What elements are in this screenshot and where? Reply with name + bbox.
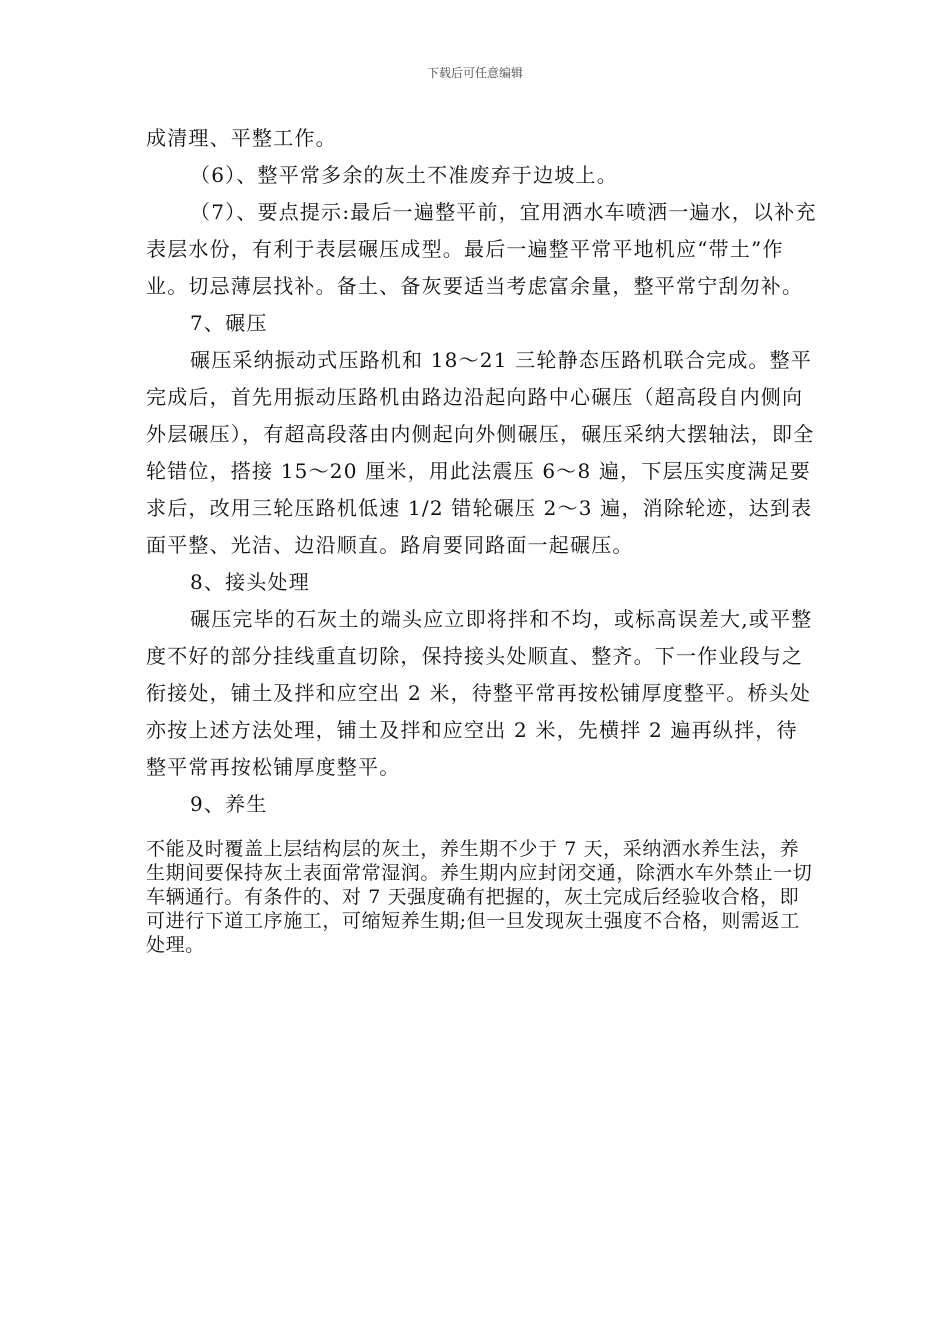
- section-heading-9: 9、养生: [190, 792, 268, 816]
- paragraph-item-7: （7）、要点提示:最后一遍整平前，宜用洒水车喷洒一遍水，以补充表层水份，有利于表层碾压成型。最后一遍整平常平地机应“带土”作业。切忌薄层找补。备土、备灰要适当考虑富余量，整平常宁刮勿补。: [146, 200, 817, 298]
- paragraph-joint-treatment: 碾压完毕的石灰土的端头应立即将拌和不均，或标高误差大,或平整度不好的部分挂线重直切除，保持接头处顺直、整齐。下一作业段与之衔接处，铺土及拌和应空出 2 米，待整平常再按松铺厚度整平。桥头处亦按上述方法处理，铺土及拌和应空出 2 米，先横拌 2 遍再纵拌，待整平常再按松铺厚度整平。: [146, 607, 813, 779]
- paragraph-1: 成清理、平整工作。: [146, 126, 337, 150]
- paragraph-item-6: （6）、整平常多余的灰土不准废弃于边坡上。: [190, 163, 618, 187]
- section-heading-8: 8、接头处理: [190, 570, 310, 594]
- section-heading-7: 7、碾压: [190, 311, 268, 335]
- page-header: 下载后可任意编辑: [426, 66, 523, 80]
- paragraph-curing: 不能及时覆盖上层结构层的灰土，养生期不少于 7 天，采纳洒水养生法，养生期间要保持灰土表面常常湿润。养生期内应封闭交通，除洒水车外禁止一切车辆通行。有条件的、对 7 天强度确有把握的，灰土完成后经验收合格，即可进行下道工序施工，可缩短养生期;但一旦发现灰土强度不合格，则需返工处理。: [146, 838, 813, 956]
- document-body: [146, 120, 818, 957]
- paragraph-compaction: 碾压采纳振动式压路机和 18～21 三轮静态压路机联合完成。整平完成后，首先用振动压路机由路边沿起向路中心碾压（超高段自内侧向外层碾压），有超高段落由内侧起向外侧碾压，碾压采纳大摆轴法，即全轮错位，搭接 15～20 厘米，用此法震压 6～8 遍，下层压实度满足要求后，改用三轮压路机低速 1/2 错轮碾压 2～3 遍，消除轮迹，达到表面平整、光洁、边沿顺直。路肩要同路面一起碾压。: [146, 348, 815, 557]
